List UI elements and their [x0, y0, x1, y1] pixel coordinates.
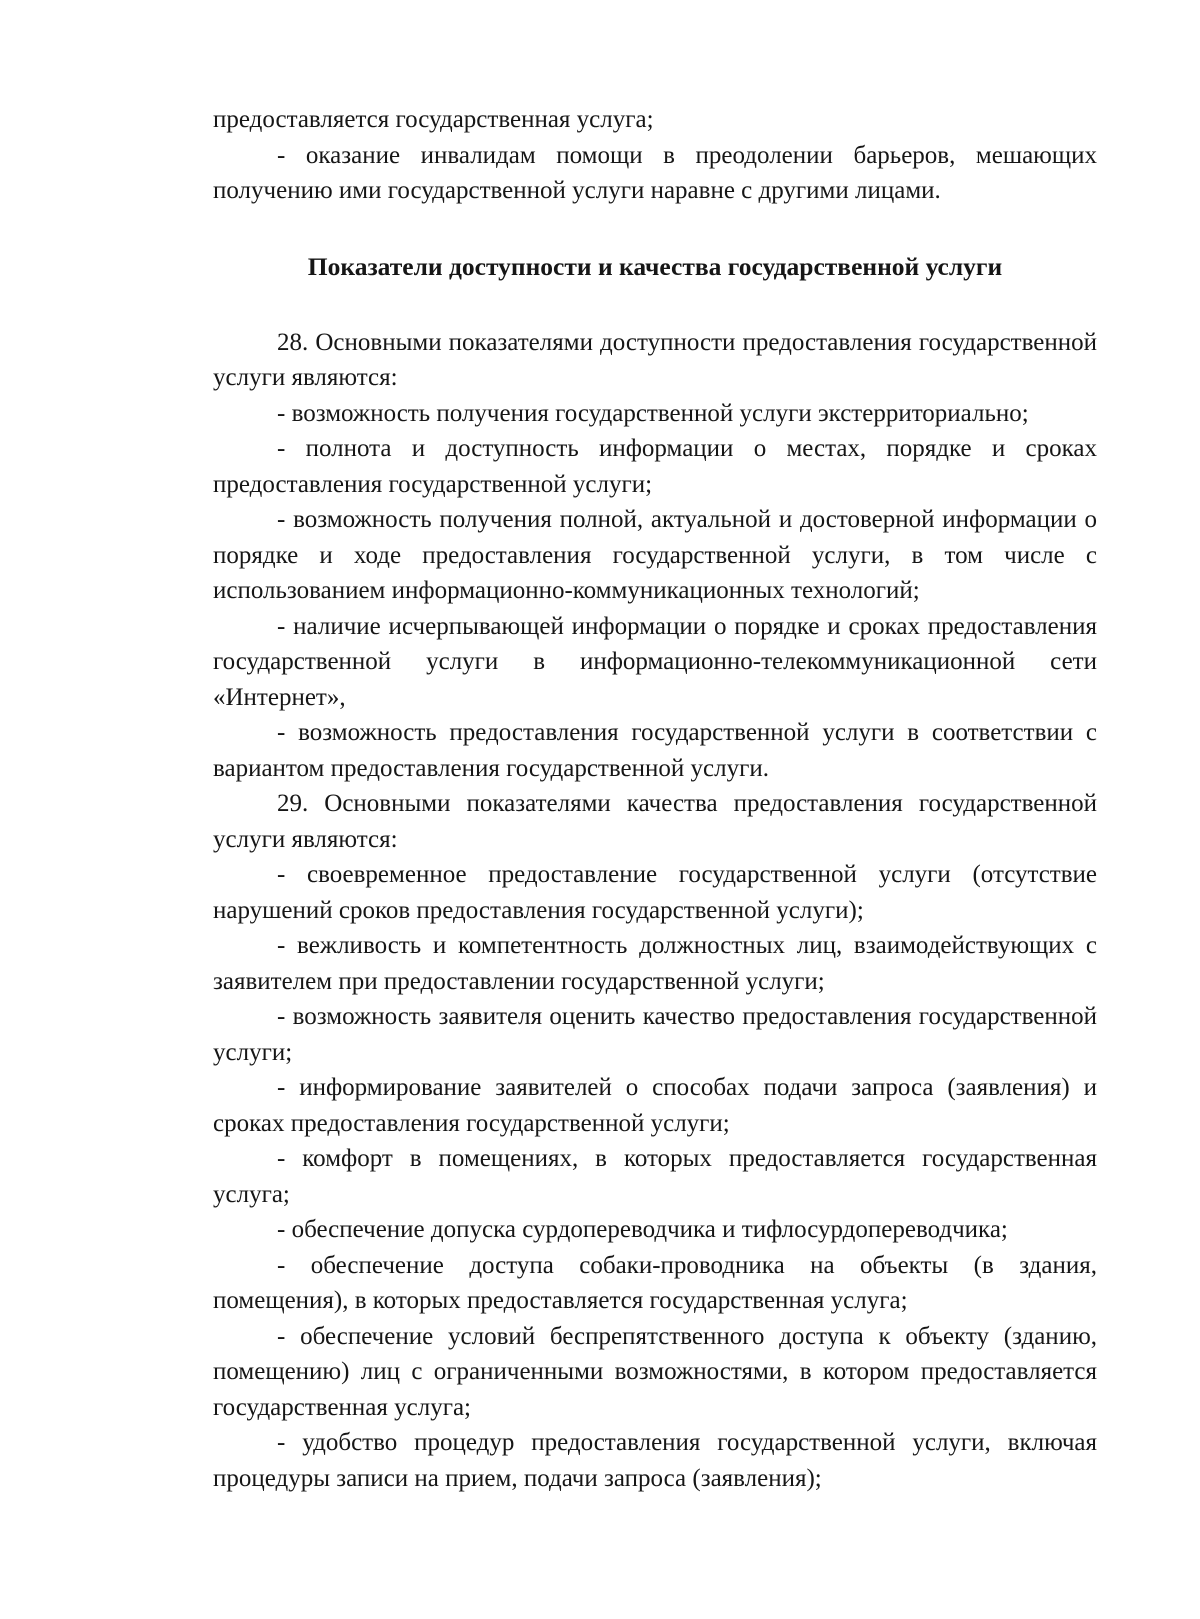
- paragraph-sign-interpreter: - обеспечение допуска сурдопереводчика и тифлосурдопереводчика;: [277, 1216, 1008, 1243]
- paragraph-info-internet: - наличие исчерпывающей информации о порядке и сроках предоставления государственной услуги в информационно-телекоммуникационной сети «Интернет»,: [213, 612, 1097, 711]
- paragraph-quality-rating: - возможность заявителя оценить качество предоставления государственной услуги;: [213, 1003, 1097, 1066]
- paragraph-guide-dog: - обеспечение доступа собаки-проводника на объекты (в здания, помещения), в которых предоставляется государственная услуга;: [213, 1251, 1097, 1314]
- paragraph-barrier-free: - обеспечение условий беспрепятственного доступа к объекту (зданию, помещению) лиц с ограниченными возможностями, в котором предоставляется государственная услуга;: [213, 1322, 1097, 1421]
- paragraph-item-29: 29. Основными показателями качества предоставления государственной услуги являются:: [213, 790, 1097, 853]
- paragraph-item-28: 28. Основными показателями доступности предоставления государственной услуги являются:: [213, 328, 1097, 391]
- section-heading: Показатели доступности и качества государственной услуги: [307, 251, 1003, 281]
- paragraph-extraterritorial: - возможность получения государственной услуги экстерриториально;: [277, 399, 1029, 427]
- paragraph-informing: - информирование заявителей о способах подачи запроса (заявления) и сроках предоставления государственной услуги;: [213, 1074, 1097, 1137]
- paragraph-disabled-assistance: - оказание инвалидам помощи в преодолении барьеров, мешающих получению ими государственной услуги наравне с другими лицами.: [213, 141, 1097, 204]
- paragraph-convenience: - удобство процедур предоставления государственной услуги, включая процедуры записи на прием, подачи запроса (заявления);: [213, 1429, 1097, 1492]
- paragraph-politeness: - вежливость и компетентность должностных лиц, взаимодействующих с заявителем при предоставлении государственной услуги;: [213, 932, 1097, 995]
- paragraph-info-actual: - возможность получения полной, актуальной и достоверной информации о порядке и ходе предоставления государственной услуги, в том числе с использованием информационно-коммуникационных технологий;: [213, 506, 1097, 604]
- document-body: [213, 102, 1097, 1496]
- paragraph-info-completeness: - полнота и доступность информации о местах, порядке и сроках предоставления государственной услуги;: [213, 435, 1097, 498]
- paragraph-comfort: - комфорт в помещениях, в которых предоставляется государственная услуга;: [213, 1145, 1097, 1208]
- paragraph-continuation: предоставляется государственная услуга;: [213, 106, 654, 133]
- paragraph-timeliness: - своевременное предоставление государственной услуги (отсутствие нарушений сроков предоставления государственной услуги);: [213, 861, 1097, 924]
- paragraph-variant: - возможность предоставления государственной услуги в соответствии с вариантом предоставления государственной услуги.: [213, 719, 1097, 782]
